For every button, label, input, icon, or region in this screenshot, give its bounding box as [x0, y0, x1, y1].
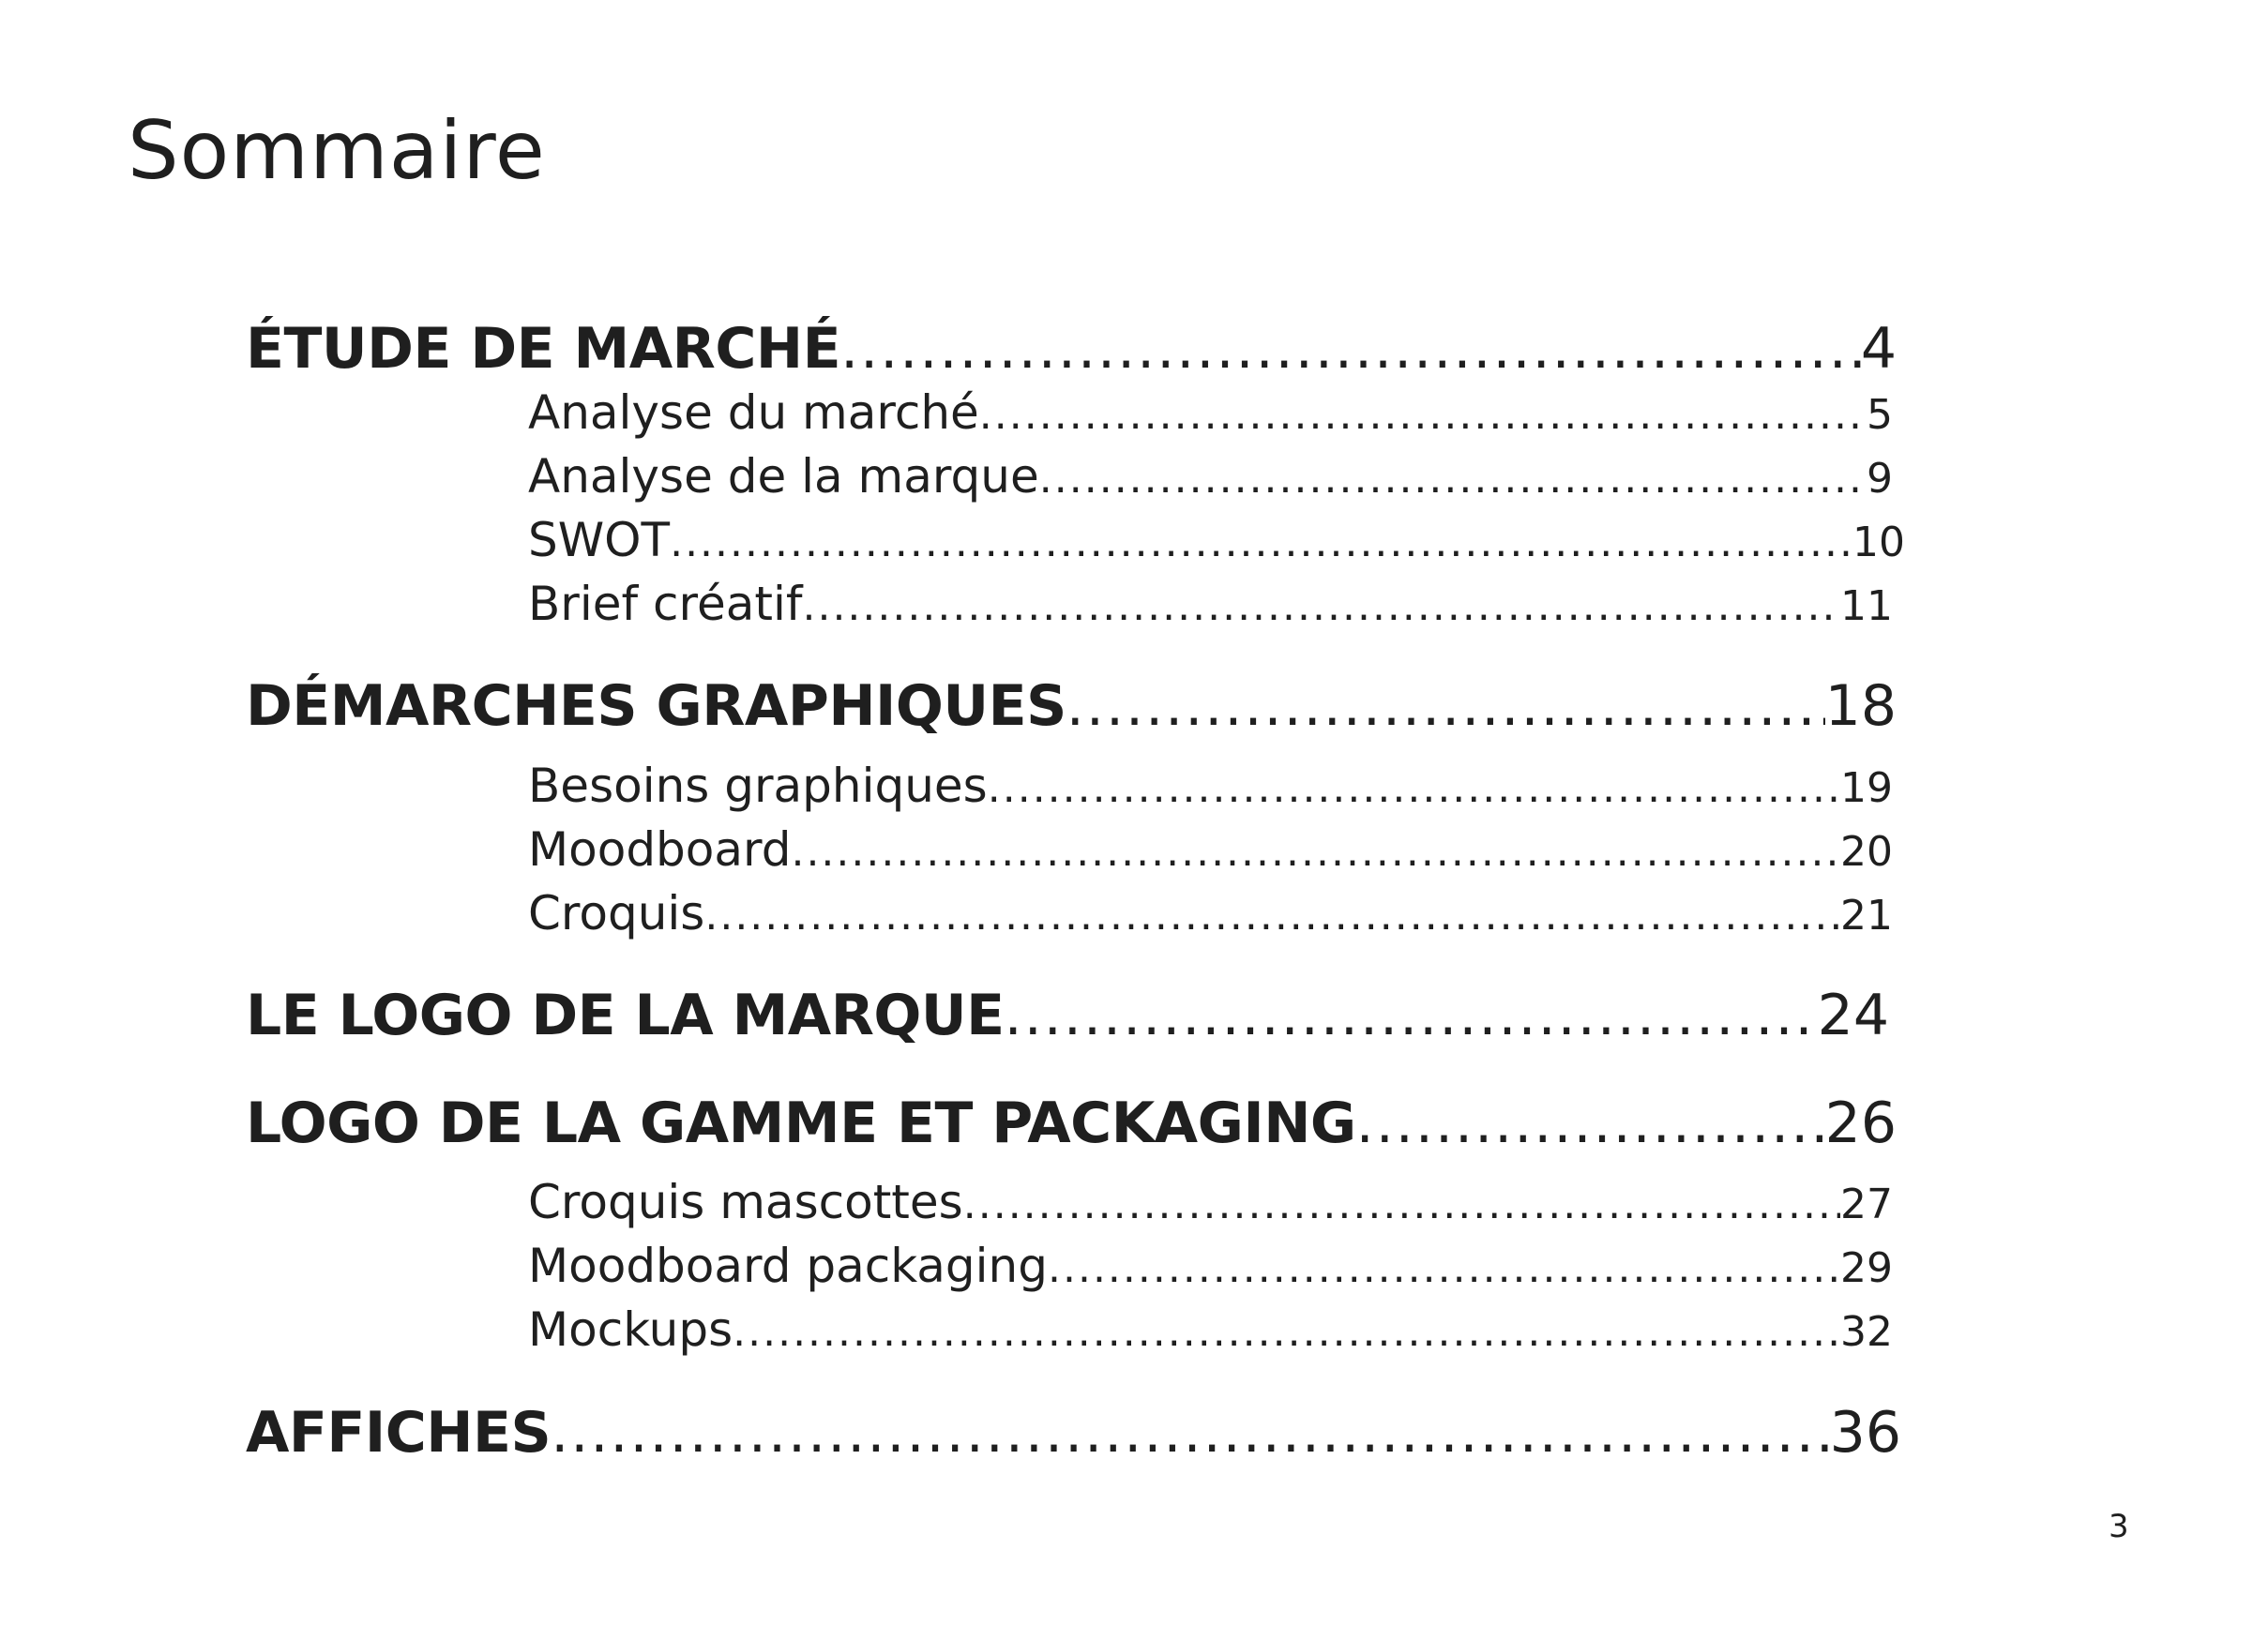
dot-leader	[733, 1304, 1840, 1358]
toc-section-etude-de-marche[interactable]	[246, 316, 1897, 382]
dot-leader	[1039, 451, 1867, 504]
toc-item-title: Moodboard packaging	[528, 1239, 1048, 1293]
toc-item-besoins-graphiques[interactable]	[528, 758, 1893, 814]
toc-page-number: 27	[1840, 1181, 1893, 1228]
dot-leader	[840, 316, 1861, 382]
dot-leader	[1356, 1091, 1825, 1156]
toc-item-title: SWOT	[528, 513, 671, 567]
toc-section-title: AFFICHES	[246, 1400, 552, 1466]
toc-item-title: Mockups	[528, 1302, 733, 1357]
dot-leader	[1005, 983, 1818, 1048]
toc-item-title: Moodboard	[528, 822, 792, 877]
toc-page-number: 20	[1840, 828, 1893, 876]
toc-section-title: LE LOGO DE LA MARQUE	[246, 983, 1005, 1048]
dot-leader	[791, 824, 1840, 878]
toc-section-title: DÉMARCHES GRAPHIQUES	[246, 673, 1066, 739]
toc-section-le-logo-de-la-marque[interactable]	[246, 983, 1889, 1048]
dot-leader	[963, 1177, 1840, 1230]
page-folio-number: 3	[2109, 1508, 2129, 1545]
dot-leader	[670, 515, 1852, 568]
toc-item-moodboard-packaging[interactable]	[528, 1238, 1893, 1294]
dot-leader	[1066, 673, 1825, 739]
toc-page-number: 24	[1817, 983, 1889, 1048]
dot-leader	[979, 387, 1867, 441]
toc-item-analyse-de-la-marque[interactable]	[528, 448, 1893, 504]
page-title: Sommaire	[128, 104, 546, 198]
toc-page-number: 29	[1840, 1244, 1893, 1292]
toc-page-number: 10	[1852, 519, 1905, 566]
toc-item-moodboard[interactable]	[528, 821, 1893, 878]
dot-leader	[551, 1400, 1829, 1466]
toc-item-title: Croquis mascottes	[528, 1175, 963, 1229]
dot-leader	[704, 888, 1840, 941]
toc-item-brief-creatif[interactable]	[528, 576, 1893, 632]
toc-page-number: 9	[1867, 455, 1893, 503]
toc-page-number: 19	[1840, 764, 1893, 812]
toc-page-number: 4	[1860, 316, 1897, 382]
toc-page-number: 21	[1840, 892, 1893, 940]
toc-section-demarches-graphiques[interactable]	[246, 673, 1897, 739]
toc-section-title: LOGO DE LA GAMME ET PACKAGING	[246, 1091, 1356, 1156]
dot-leader	[988, 760, 1840, 814]
toc-item-analyse-du-marche[interactable]	[528, 384, 1893, 441]
toc-item-mockups[interactable]	[528, 1302, 1893, 1358]
toc-page-number: 36	[1829, 1400, 1901, 1466]
toc-section-logo-de-la-gamme-et-packaging[interactable]	[246, 1091, 1897, 1156]
toc-page-number: 5	[1867, 391, 1893, 439]
toc-page-number: 26	[1824, 1091, 1897, 1156]
toc-item-title: Besoins graphiques	[528, 759, 988, 813]
toc-section-title: ÉTUDE DE MARCHÉ	[246, 316, 841, 382]
toc-page-number: 11	[1840, 582, 1893, 630]
toc-page-number: 18	[1824, 673, 1897, 739]
dot-leader	[1048, 1241, 1840, 1294]
toc-item-title: Analyse de la marque	[528, 449, 1039, 504]
toc-page-number: 32	[1840, 1308, 1893, 1356]
toc-item-title: Croquis	[528, 886, 705, 940]
dot-leader	[802, 579, 1840, 632]
toc-item-croquis-mascottes[interactable]	[528, 1174, 1893, 1230]
toc-section-affiches[interactable]	[246, 1400, 1901, 1466]
toc-item-croquis[interactable]	[528, 885, 1893, 941]
toc-item-title: Brief créatif	[528, 577, 803, 631]
toc-item-swot[interactable]	[528, 512, 1905, 568]
toc-item-title: Analyse du marché	[528, 385, 979, 440]
